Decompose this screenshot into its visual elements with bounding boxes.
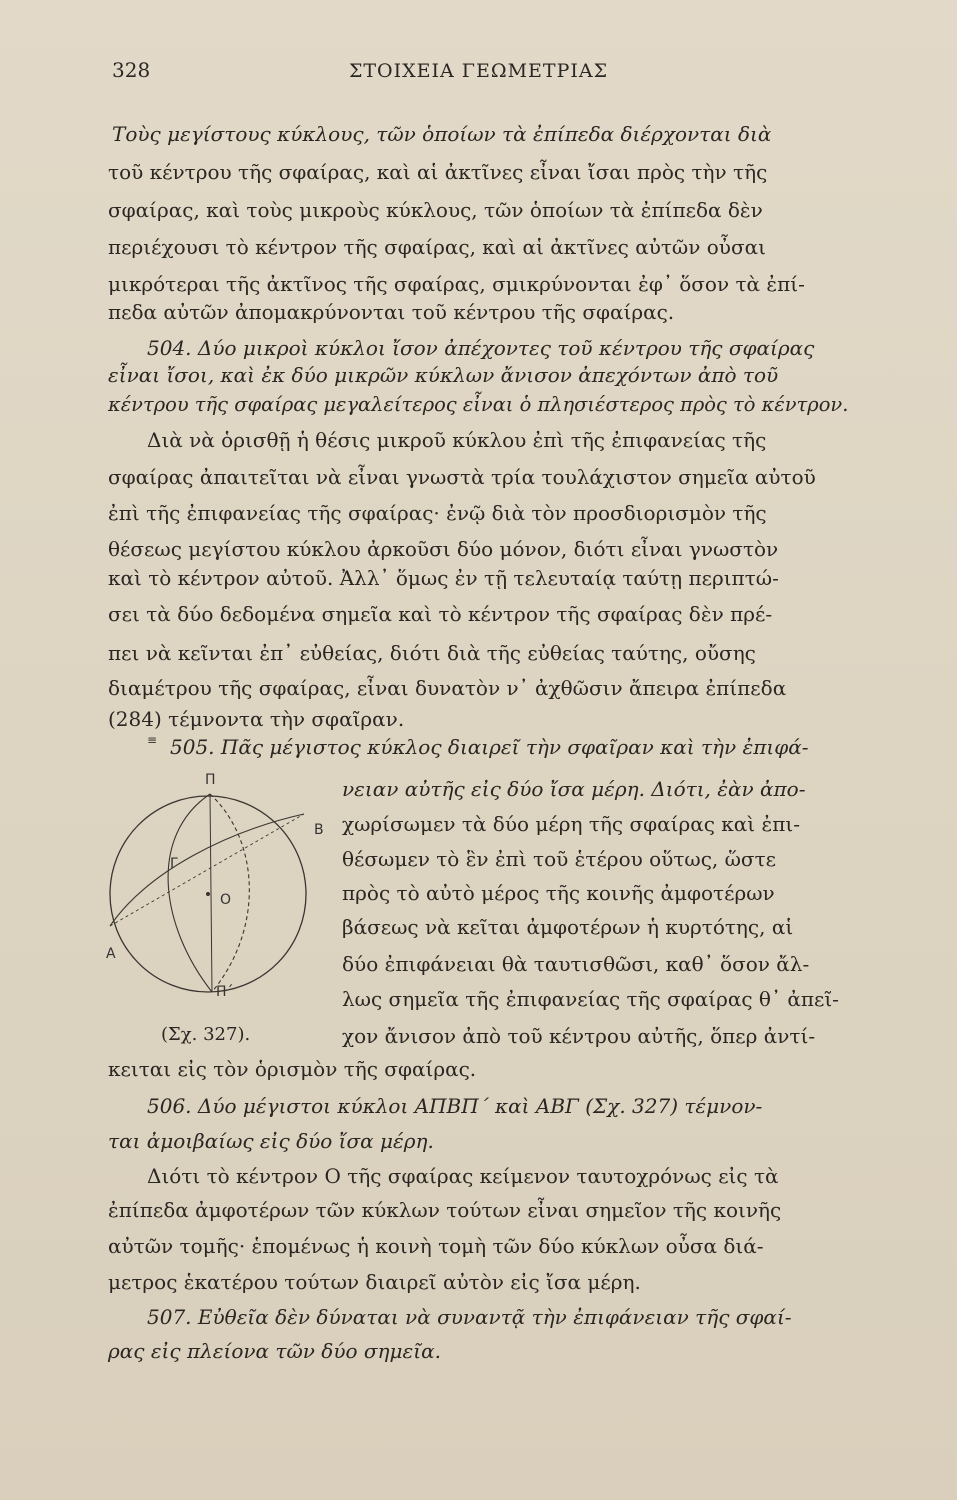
label-g: Γ [170,856,178,872]
text-line: πεδα αὐτῶν ἀπομακρύνονται τοῦ κέντρου τῆς σφαίρας. [108,300,675,324]
theorem-504-line: κέντρου τῆς σφαίρας μεγαλείτερος εἶναι ὁ πλησιέστερος πρὸς τὸ κέντρον. [108,392,849,416]
text-line: σει τὰ δύο δεδομένα σημεῖα καὶ τὸ κέντρον τῆς σφαίρας δὲν πρέ- [108,602,773,626]
text-line: περιέχουσι τὸ κέντρον τῆς σφαίρας, καὶ αἱ ἀκτῖνες αὐτῶν οὖσαι [108,235,766,259]
theorem-506-line: 506. Δύο μέγιστοι κύκλοι ΑΠΒΠ΄ καὶ ΑΒΓ (Σχ. 327) τέμνον- [147,1094,763,1118]
text-line: πει νὰ κεῖνται ἐπ᾽ εὐθείας, διότι διὰ τῆς εὐθείας ταύτης, οὔσης [108,641,756,665]
text-line: δύο ἐπιφάνειαι θὰ ταυτισθῶσι, καθ᾽ ὅσον ἄλ- [342,952,810,976]
diameter-ab [110,814,304,926]
theorem-507-line: ρας εἰς πλείονα τῶν δύο σημεῖα. [108,1339,441,1363]
label-b: B [314,822,324,838]
text-line: χον ἄνισον ἀπὸ τοῦ κέντρου αὐτῆς, ὅπερ ἀντί- [342,1024,816,1048]
diameter-pp [210,794,212,992]
text-line: Διὰ νὰ ὁρισθῇ ἡ θέσις μικροῦ κύκλου ἐπὶ τῆς ἐπιφανείας τῆς [147,428,767,452]
theorem-504-line: 504. Δύο μικροὶ κύκλοι ἴσον ἀπέχοντες τοῦ κέντρου τῆς σφαίρας [147,336,815,360]
text-line: ἐπὶ τῆς ἐπιφανείας τῆς σφαίρας· ἐνῷ διὰ τὸν προσδιορισμὸν τῆς [108,501,767,525]
text-line: χωρίσωμεν τὰ δύο μέρη τῆς σφαίρας καὶ ἐπι- [342,812,800,836]
text-line: σφαίρας, καὶ τοὺς μικροὺς κύκλους, τῶν ὁποίων τὰ ἐπίπεδα δὲν [108,198,763,222]
label-p-prime: Π΄ [216,984,234,1000]
text-line: (284) τέμνοντα τὴν σφαῖραν. [108,707,405,731]
text-line: τοῦ κέντρου τῆς σφαίρας, καὶ αἱ ἀκτῖνες εἶναι ἴσαι πρὸς τὴν τῆς [108,160,768,184]
theorem-507-line: 507. Εὐθεῖα δὲν δύναται νὰ συναντᾷ τὴν ἐπιφάνειαν τῆς σφαί- [147,1305,792,1329]
text-line: Τοὺς μεγίστους κύκλους, τῶν ὁποίων τὰ ἐπίπεδα διέρχονται διὰ [112,122,772,146]
text-line: μικρότεραι τῆς ἀκτῖνος τῆς σφαίρας, σμικρύνονται ἐφ᾽ ὅσον τὰ ἐπί- [108,272,805,296]
text-line: σφαίρας ἀπαιτεῖται νὰ εἶναι γνωστὰ τρία τουλάχιστον σημεῖα αὐτοῦ [108,465,816,489]
text-line: πρὸς τὸ αὐτὸ μέρος τῆς κοινῆς ἀμφοτέρων [342,881,775,905]
text-line: λως σημεῖα τῆς ἐπιφανείας τῆς σφαίρας θ᾽ ἀπεῖ- [342,987,839,1011]
text-line: Διότι τὸ κέντρον Ο τῆς σφαίρας κείμενον ταυτοχρόνως εἰς τὰ [147,1164,779,1188]
center-point [206,892,210,896]
text-line: μετρος ἑκατέρου τούτων διαιρεῖ αὐτὸν εἰς ἴσα μέρη. [108,1270,641,1294]
text-line: ἐπίπεδα ἀμφοτέρων τῶν κύκλων τούτων εἶναι σημεῖον τῆς κοινῆς [108,1198,782,1222]
text-line: κειται εἰς τὸν ὁρισμὸν τῆς σφαίρας. [108,1057,477,1081]
theorem-506-line: ται ἀμοιβαίως εἰς δύο ἴσα μέρη. [108,1129,434,1153]
great-circle-arc-left [168,794,212,992]
theorem-505-line: 505. Πᾶς μέγιστος κύκλος διαιρεῖ τὴν σφαῖραν καὶ τὴν ἐπιφά- [170,735,809,759]
great-circle-abg [110,814,304,926]
sphere-diagram [108,776,308,1026]
page-header [0,58,957,92]
figure-327 [106,772,324,1036]
label-a: A [106,946,116,962]
margin-mark: ≡ [147,733,158,747]
running-title: ΣΤΟΙΧΕΙΑ ΓΕΩΜΕΤΡΙΑΣ [348,60,609,82]
label-o: O [220,892,232,908]
text-line: θέσεως μεγίστου κύκλου ἀρκοῦσι δύο μόνον, διότι εἶναι γνωστὸν [108,537,779,561]
figure-caption: (Σχ. 327). [161,1024,251,1045]
text-line: διαμέτρου τῆς σφαίρας, εἶναι δυνατὸν ν᾽ ἀχθῶσιν ἄπειρα ἐπίπεδα [108,676,787,700]
text-line: αὐτῶν τομῆς· ἑπομένως ἡ κοινὴ τομὴ τῶν δύο κύκλων οὖσα διά- [108,1234,764,1258]
text-line: θέσωμεν τὸ ἓν ἐπὶ τοῦ ἑτέρου οὕτως, ὥστε [342,847,776,871]
theorem-505-line: νειαν αὐτῆς εἰς δύο ἴσα μέρη. Διότι, ἐὰν ἀπο- [342,777,806,801]
page-number: 328 [112,58,151,82]
text-line: βάσεως νὰ κεῖται ἀμφοτέρων ἡ κυρτότης, αἱ [342,915,794,939]
label-p: Π [205,772,216,788]
text-line: καὶ τὸ κέντρον αὐτοῦ. Ἀλλ᾽ ὅμως ἐν τῇ τελευταίᾳ ταύτῃ περιπτώ- [108,566,779,590]
theorem-504-line: εἶναι ἴσοι, καὶ ἐκ δύο μικρῶν κύκλων ἄνισον ἀπεχόντων ἀπὸ τοῦ [108,363,779,387]
